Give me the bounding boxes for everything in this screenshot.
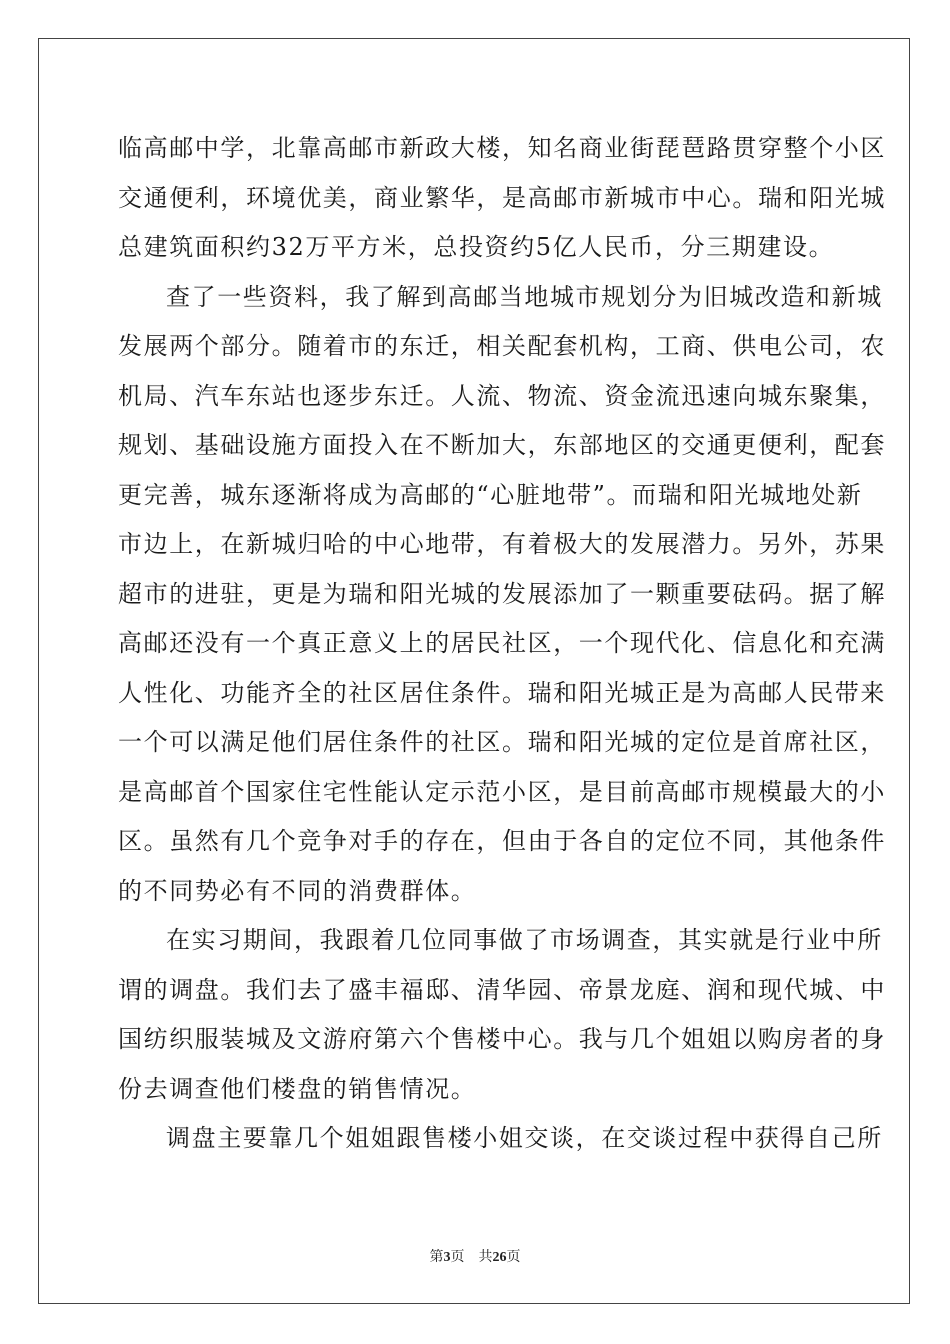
- page-number: 3: [443, 1250, 451, 1265]
- text-line: 的不同势必有不同的消费群体。: [118, 876, 477, 905]
- text-line: 临高邮中学，北靠高邮市新政大楼，知名商业街琵琶路贯穿整个小区: [118, 134, 886, 162]
- text-line: 超市的进驻，更是为瑞和阳光城的发展添加了一颗重要砝码。据了解: [118, 579, 886, 608]
- text-line: 人性化、功能齐全的社区居住条件。瑞和阳光城正是为高邮人民带来: [118, 678, 886, 707]
- text-line: 交通便利，环境优美，商业繁华，是高邮市新城市中心。瑞和阳光城: [118, 183, 886, 212]
- text-line: 发展两个部分。随着市的东迁，相关配套机构，工商、供电公司，农: [118, 332, 886, 360]
- paragraph-start-line: 调盘主要靠几个姐姐跟售楼小姐交谈，在交谈过程中获得自己所: [166, 1124, 883, 1152]
- page-label-prefix: 第: [429, 1250, 444, 1265]
- text-line: 市边上，在新城归哈的中心地带，有着极大的发展潜力。另外，苏果: [118, 530, 886, 558]
- total-pages: 26: [492, 1250, 507, 1265]
- text-line: 份去调查他们楼盘的销售情况。: [118, 1074, 477, 1103]
- text-line: 一个可以满足他们居住条件的社区。瑞和阳光城的定位是首席社区，: [118, 728, 886, 756]
- paragraph-start-line: 在实习期间，我跟着几位同事做了市场调查，其实就是行业中所: [166, 926, 883, 954]
- total-label-suffix: 页: [506, 1250, 521, 1265]
- text-line: 国纺织服装城及文游府第六个售楼中心。我与几个姐姐以购房者的身: [118, 1025, 886, 1053]
- total-label-prefix: 共: [478, 1250, 493, 1265]
- text-line: 规划、基础设施方面投入在不断加大，东部地区的交通更便利，配套: [118, 431, 886, 459]
- text-line: 高邮还没有一个真正意义上的居民社区，一个现代化、信息化和充满: [118, 629, 886, 657]
- text-line: 区。虽然有几个竞争对手的存在，但由于各自的定位不同，其他条件: [118, 827, 886, 855]
- text-line: 机局、汽车东站也逐步东迁。人流、物流、资金流迅速向城东聚集，: [118, 381, 886, 410]
- document-body: [118, 124, 886, 1164]
- page-label-suffix: 页: [450, 1250, 465, 1265]
- text-line: 谓的调盘。我们去了盛丰福邸、清华园、帝景龙庭、润和现代城、中: [118, 975, 886, 1004]
- paragraph-start-line: 查了一些资料，我了解到高邮当地城市规划分为旧城改造和新城: [166, 282, 883, 311]
- text-line: 总建筑面积约32万平方米，总投资约5亿人民币，分三期建设。: [118, 233, 835, 261]
- text-line: 是高邮首个国家住宅性能认定示范小区，是目前高邮市规模最大的小: [118, 777, 886, 806]
- text-line: 更完善，城东逐渐将成为高邮的“心脏地带”。而瑞和阳光城地处新: [118, 480, 863, 509]
- page-footer: [0, 1246, 950, 1266]
